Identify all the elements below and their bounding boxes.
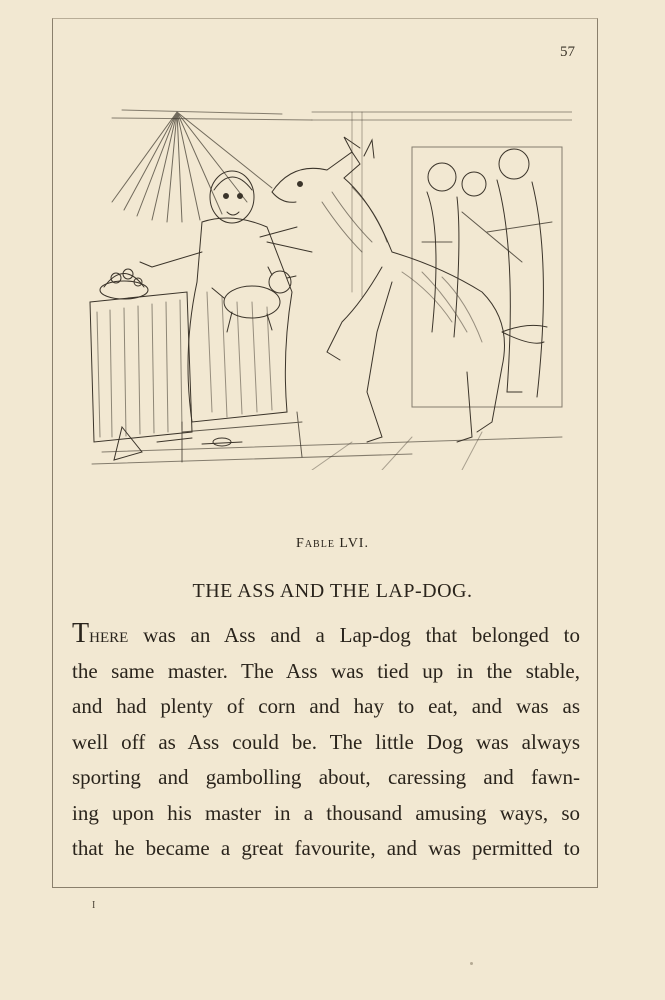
body-line-1-text: was an Ass and a Lap-dog that belonged to [128, 623, 580, 647]
body-line-7: that he became a great favourite, and was permitted to [72, 836, 580, 860]
body-line-4: well off as Ass could be. The little Dog was always [72, 729, 580, 754]
body-line-3: and had plenty of corn and hay to eat, and was as [72, 694, 580, 718]
signature-mark: I [92, 900, 96, 911]
body-line-2: the same master. The Ass was tied up in the stable, [72, 658, 580, 683]
body-line-6: ing upon his master in a thousand amusing ways, so [72, 800, 580, 825]
fable-number-rest: able LVI. [304, 536, 369, 551]
fable-body [72, 618, 580, 867]
drop-cap: T [72, 618, 90, 649]
body-line-1 [72, 618, 580, 654]
body-line-5: sporting and gambolling about, caressing and fawn- [72, 765, 580, 789]
fable-number [0, 536, 665, 552]
drop-cap-rest: here [89, 623, 129, 647]
fable-number-initial: F [296, 536, 305, 551]
page-number: 57 [560, 44, 575, 60]
engraving-ass-and-lap-dog-icon [82, 92, 572, 470]
paper-speck [470, 962, 473, 965]
fable-title: THE ASS AND THE LAP-DOG. [192, 580, 473, 602]
